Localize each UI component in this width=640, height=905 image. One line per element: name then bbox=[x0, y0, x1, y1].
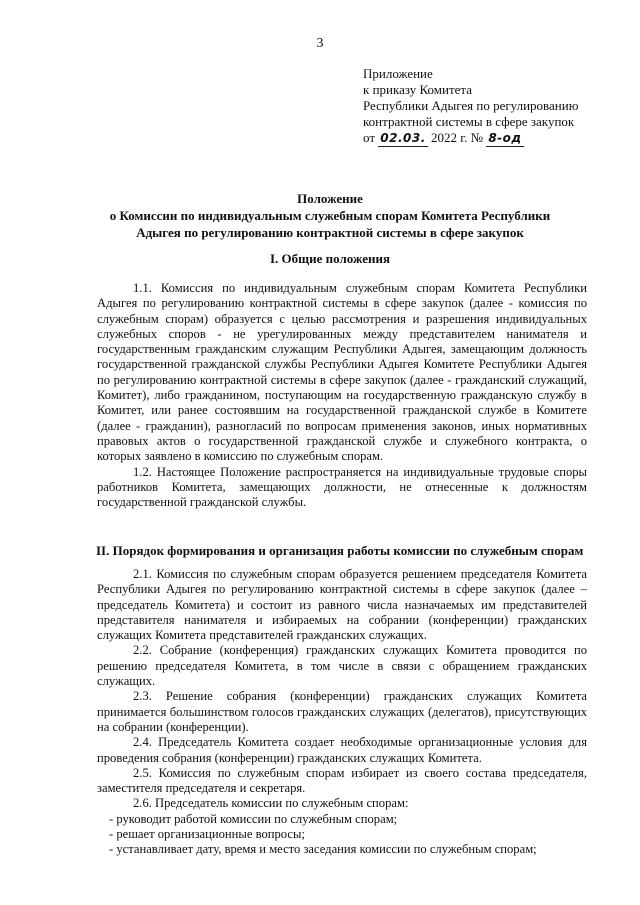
paragraph: 1.1. Комиссия по индивидуальным служебным спорам Комитета Республики Адыгея по регулированию контрактной системы в сфере закупок (далее - комиссия по служебным спорам) образуется с целью рассмотрения и разрешения индивидуальных служебных споров - не урегулированных между представителем нанимателя и государственным гражданским служащим Республики Адыгея, замещающим должность государственной гражданской службы Республики Адыгея Комитете Республики Адыгея по регулированию контрактной системы в сфере закупок (далее - гражданский служащий, Комитет), либо гражданином, поступающим на государственную гражданскую службу в Комитет, или ранее состоявшим на государственной гражданской службе в Комитете (далее - гражданин), разногласий по вопросам применения законов, иных нормативных правовых актов о государственной гражданской службе и служебного контракта, о которых заявлено в комиссию по служебным спорам. bbox=[97, 281, 587, 464]
handwritten-order-number: 8-од bbox=[488, 131, 522, 145]
appendix-header bbox=[363, 66, 603, 147]
section-heading: II. Порядок формирования и организация работы комиссии по служебным спорам bbox=[96, 543, 584, 558]
title-line: Адыгея по регулированию контрактной системы в сфере закупок bbox=[136, 225, 524, 240]
paragraph: 2.1. Комиссия по служебным спорам образуется решением председателя Комитета Республики Адыгея по регулированию контрактной системы в сфере закупок (далее – председатель Комитета) и состоит из равного числа назначаемых им представителей представителя нанимателя и избираемых на собрании (конференции) гражданских служащих Комитета представителей гражданских служащих. bbox=[97, 567, 587, 643]
handwritten-date: 02.03. bbox=[380, 131, 426, 145]
document-title bbox=[80, 190, 580, 241]
list-item: - решает организационные вопросы; bbox=[109, 827, 305, 842]
paragraph: 2.5. Комиссия по служебным спорам избирает из своего состава председателя, заместителя председателя и секретаря. bbox=[97, 765, 587, 796]
section-2-body bbox=[97, 567, 587, 858]
appendix-date-line bbox=[363, 130, 603, 147]
appendix-line: Республики Адыгея по регулированию bbox=[363, 98, 579, 113]
paragraph: 2.3. Решение собрания (конференции) гражданских служащих Комитета принимается большинством голосов гражданских служащих (делегатов), присутствующих на собрании (конференции). bbox=[97, 689, 587, 734]
appendix-line: к приказу Комитета bbox=[363, 82, 473, 97]
section-heading: I. Общие положения bbox=[270, 251, 390, 266]
paragraph: 2.4. Председатель Комитета создает необходимые организационные условия для проведения собрания (конференции) гражданских служащих Комитета. bbox=[97, 735, 587, 765]
title-line: о Комиссии по индивидуальным служебным спорам Комитета Республики bbox=[109, 208, 551, 223]
list-item: - устанавливает дату, время и место заседания комиссии по служебным спорам; bbox=[109, 842, 537, 857]
date-suffix: 2022 г. № bbox=[431, 130, 484, 145]
appendix-line: Приложение bbox=[363, 66, 433, 81]
paragraph: 2.6. Председатель комиссии по служебным спорам: bbox=[133, 796, 409, 811]
paragraph: 2.2. Собрание (конференция) гражданских служащих Комитета проводится по решению председателя Комитета, в том числе в связи с обращением гражданских служащих. bbox=[97, 643, 587, 689]
title-line: Положение bbox=[297, 191, 363, 206]
appendix-line: контрактной системы в сфере закупок bbox=[363, 114, 575, 129]
date-prefix: от bbox=[363, 130, 376, 145]
paragraph: 1.2. Настоящее Положение распространяется на индивидуальные трудовые споры работников Комитета, замещающих должности, не отнесенные к должностям государственной гражданской службы. bbox=[97, 464, 587, 510]
section-1-body bbox=[97, 281, 587, 510]
page-number: 3 bbox=[316, 36, 324, 51]
list-item: - руководит работой комиссии по служебным спорам; bbox=[109, 811, 398, 826]
